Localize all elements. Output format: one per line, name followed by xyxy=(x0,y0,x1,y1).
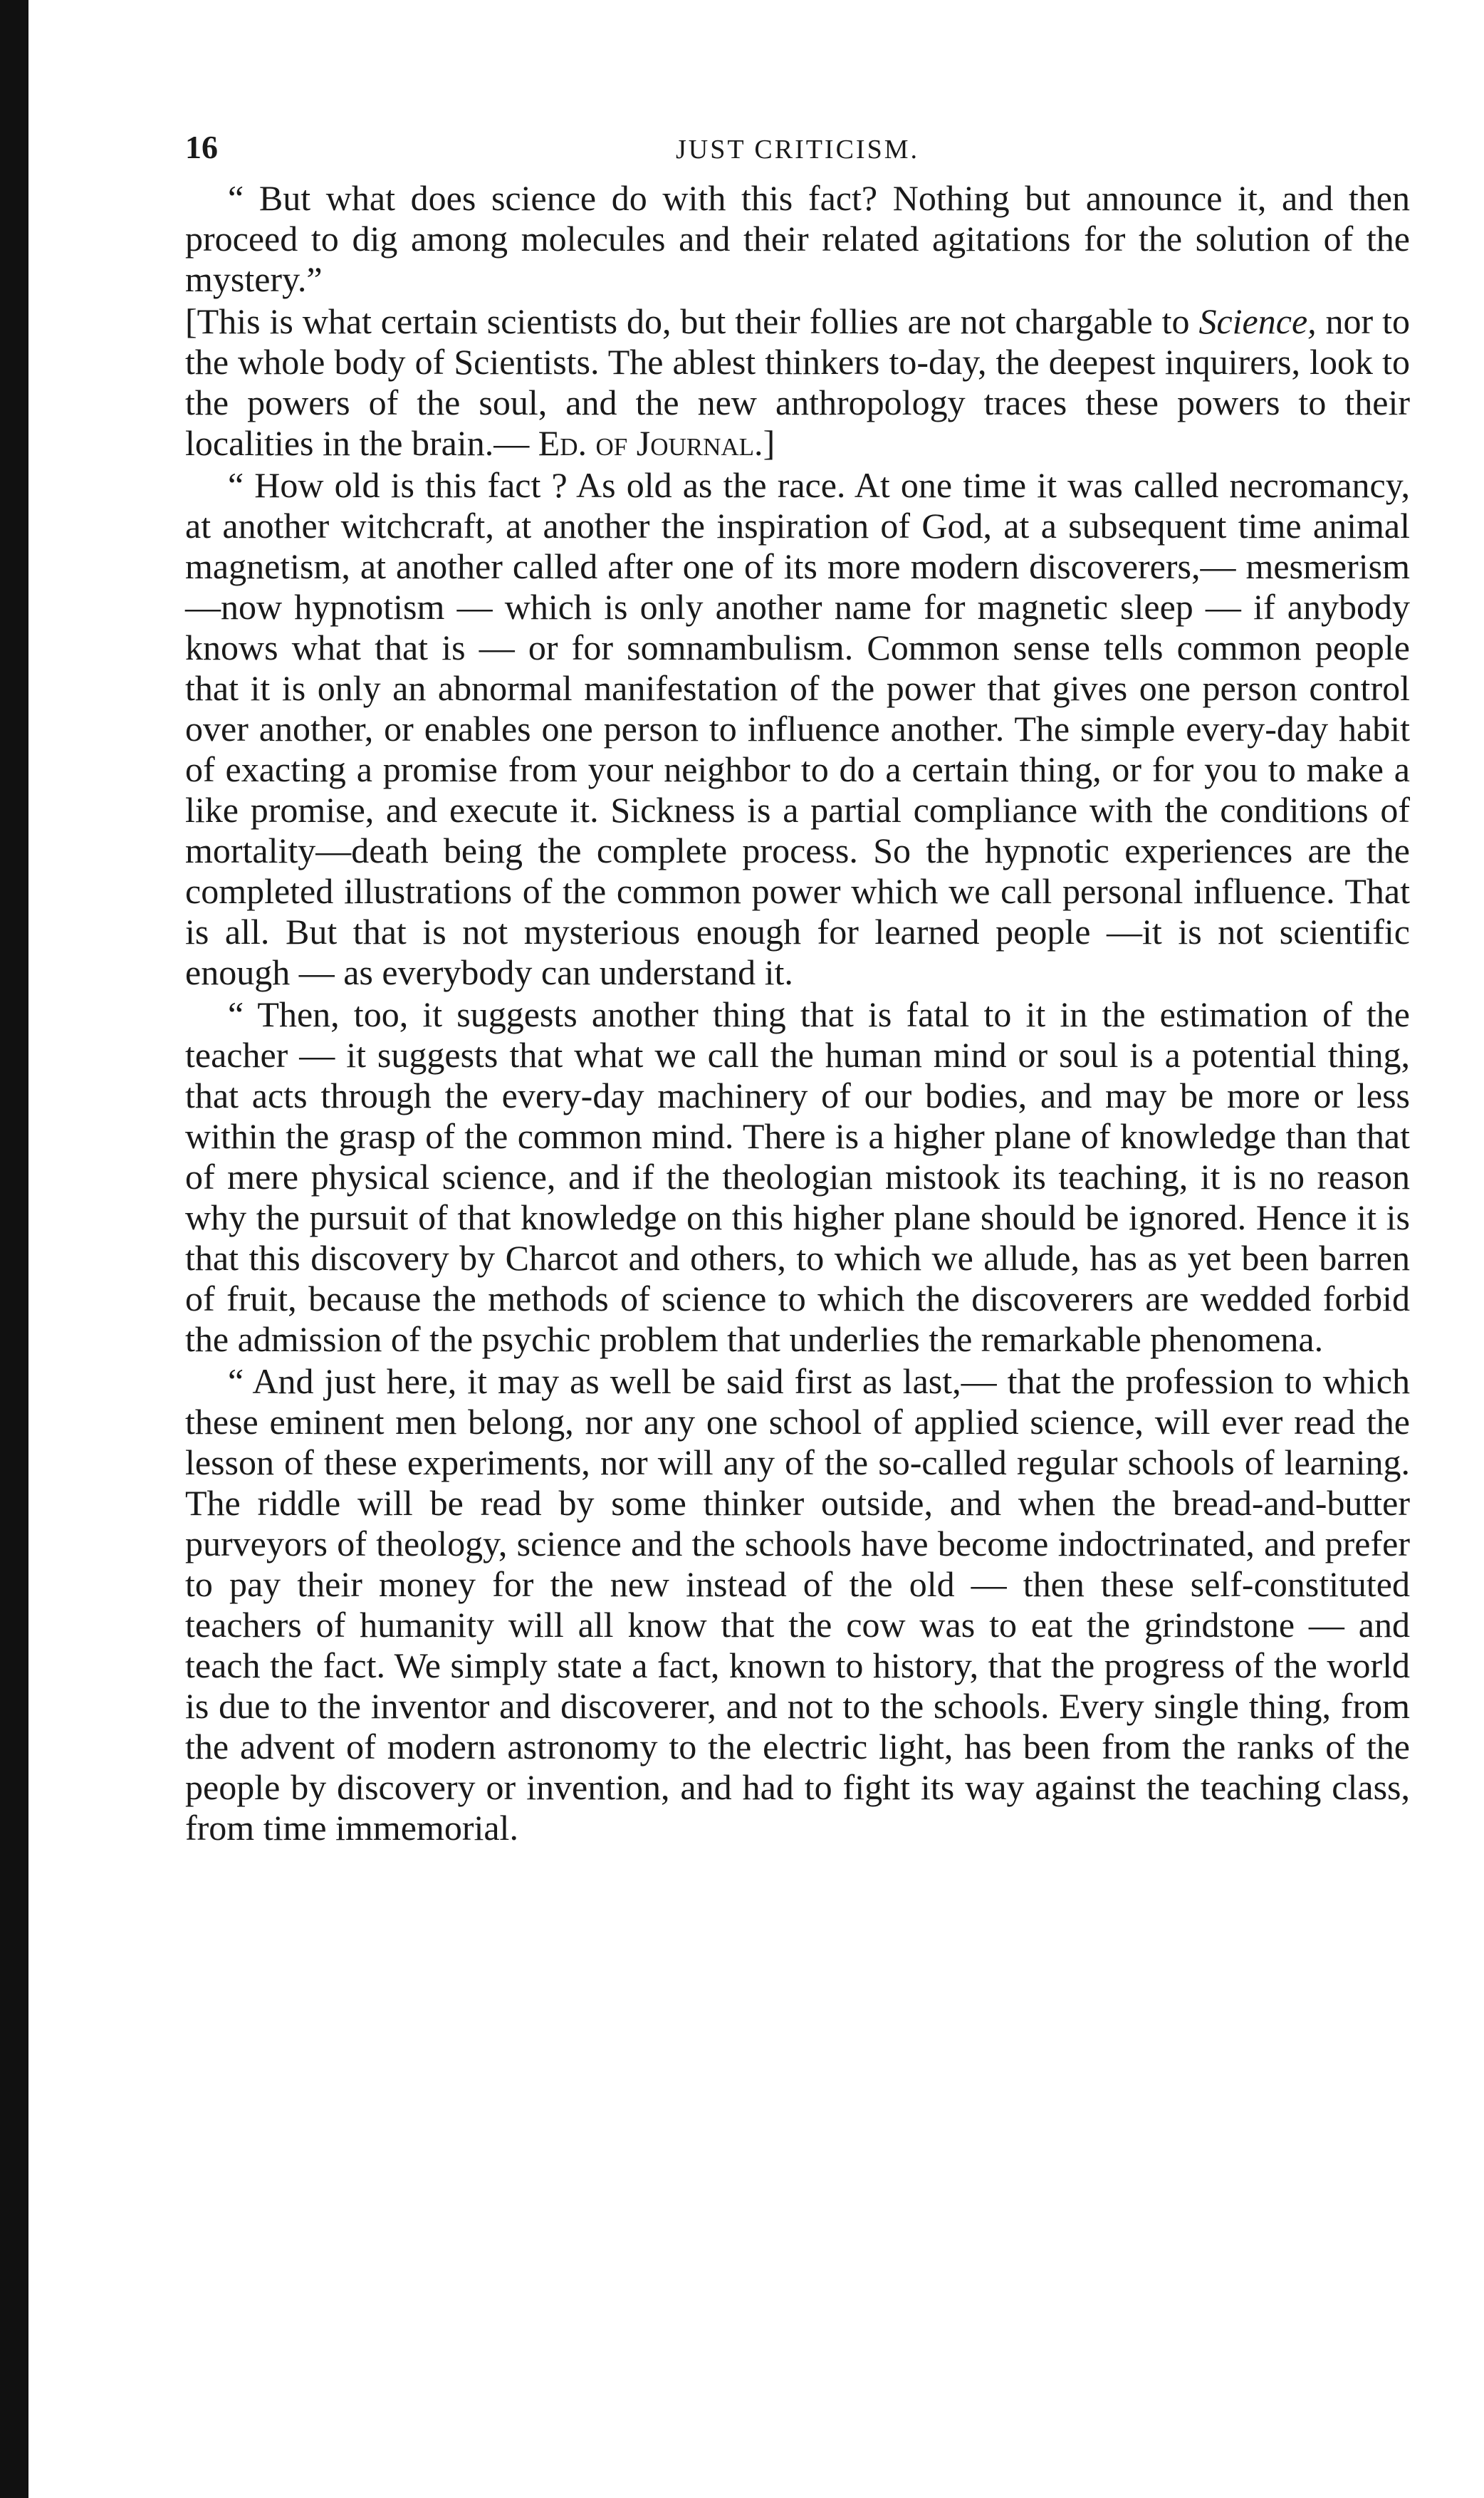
binding-edge xyxy=(0,0,28,2498)
body-text xyxy=(185,178,1410,1848)
editor-note-closing-bracket: ] xyxy=(763,423,775,463)
page-header xyxy=(185,128,1410,178)
editor-note-text-1: [This is what certain scientists do, but their follies are not chargable to xyxy=(185,301,1199,341)
paragraph-5: “ And just here, it may as well be said first as last,— that the profession to which these eminent men belong, nor any one school of applied science, will ever read the lesson of these experiments, nor will any of the so-called regular schools of learning. The riddle will be read by some thinker outside, and when the bread-and-butter purveyors of theology, science and the schools have become indoctrinated, and prefer to pay their money for the new instead of the old — then these self-constituted teachers of humanity will all know that the cow was to eat the grindstone — and teach the fact. We simply state a fact, known to history, that the progress of the world is due to the inventor and discoverer, and not to the schools. Every single thing, from the advent of modern astronomy to the electric light, has been from the ranks of the people by discovery or invention, and had to fight its way against the teaching class, from time immemorial. xyxy=(185,1361,1410,1848)
editor-note-paragraph xyxy=(185,301,1410,464)
editor-signature: Ed. of Journal. xyxy=(538,423,763,463)
editor-note-science: Science, xyxy=(1198,301,1317,341)
book-page xyxy=(185,128,1410,1848)
paragraph-3: “ How old is this fact ? As old as the race. At one time it was called necromancy, at another witchcraft, at another the inspiration of God, at a subsequent time animal magnetism, at another called after one of its more modern discoverers,— mesmerism —now hypnotism — which is only another name for magnetic sleep — if anybody knows what that is — or for somnambulism. Common sense tells common people that it is only an abnormal manifestation of the power that gives one person control over another, or enables one person to influence another. The simple every-day habit of exacting a promise from your neighbor to do a certain thing, or for you to make a like promise, and execute it. Sickness is a partial compliance with the conditions of mortality—death being the complete process. So the hypnotic experiences are the completed illustrations of the common power which we call personal influence. That is all. But that is not mysterious enough for learned people —it is not scientific enough — as everybody can understand it. xyxy=(185,465,1410,992)
running-head: JUST CRITICISM. xyxy=(675,135,920,165)
page-number: 16 xyxy=(185,129,218,165)
editor-note-text-2: nor to the whole body of Scientists. The ablest thinkers to-day, the deepest inquirers, look to the powers of the soul, and the new anthropology traces these powers to their localities in the brain.— xyxy=(185,301,1411,463)
paragraph-4: “ Then, too, it suggests another thing that is fatal to it in the estimation of the teacher — it suggests that what we call the human mind or soul is a potential thing, that acts through the every-day machinery of our bodies, and may be more or less within the grasp of the common mind. There is a higher plane of knowledge than that of mere physical science, and if the theologian mistook its teaching, it is no reason why the pursuit of that knowledge on this higher plane should be ignored. Hence it is that this discovery by Charcot and others, to which we allude, has as yet been barren of fruit, because the methods of science to which the discoverers are wedded forbid the admission of the psychic problem that underlies the remarkable phenomena. xyxy=(185,994,1410,1359)
paragraph-1: “ But what does science do with this fact? Nothing but announce it, and then proceed to dig among molecules and their related agitations for the solution of the mystery.” xyxy=(185,178,1410,299)
